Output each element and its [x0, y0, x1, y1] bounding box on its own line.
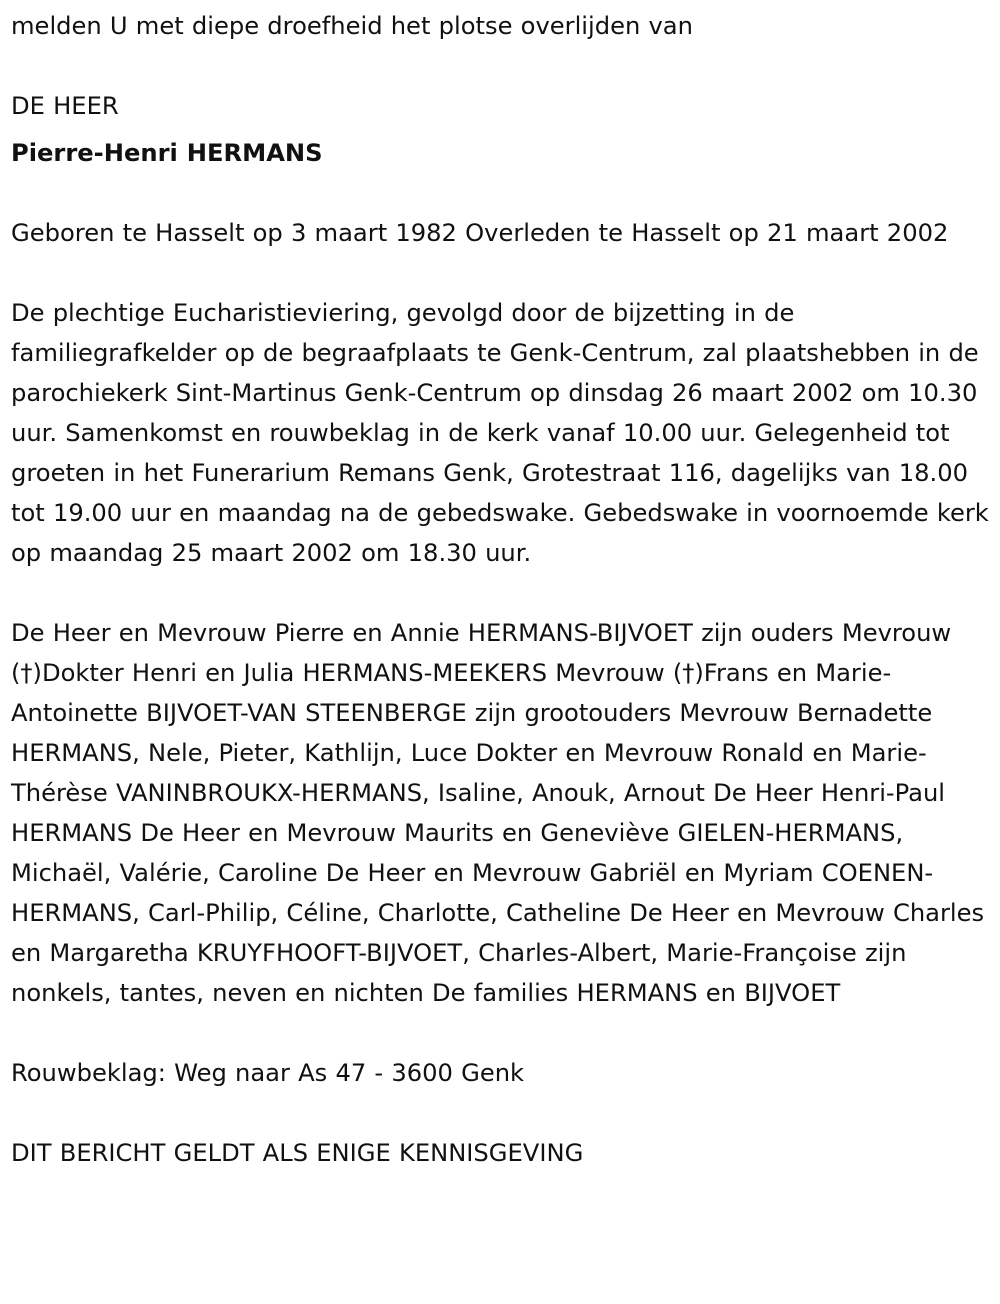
family-paragraph: De Heer en Mevrouw Pierre en Annie HERMANS-BIJVOET zijn ouders Mevrouw (†)Dokter Henri en Julia HERMANS-MEEKERS Mevrouw (†)Frans en Marie-Antoinette BIJVOET-VAN STEENBERGE zijn grootouders Mevrouw Bernadette HERMANS, Nele, Pieter, Kathlijn, Luce Dokter en Mevrouw Ronald en Marie-Thérèse VANINBROUKX-HERMANS, Isaline, Anouk, Arnout De Heer Henri-Paul HERMANS De Heer en Mevrouw Maurits en Geneviève GIELEN-HERMANS, Michaël, Valérie, Caroline De Heer en Mevrouw Gabriël en Myriam COENEN-HERMANS, Carl-Philip, Céline, Charlotte, Catheline De Heer en Mevrouw Charles en Margaretha KRUYFHOOFT-BIJVOET, Charles-Albert, Marie-Françoise zijn nonkels, tantes, neven en nichten De families HERMANS en BIJVOET	[11, 619, 985, 1007]
mourning-address: Rouwbeklag: Weg naar As 47 - 3600 Genk	[11, 1059, 525, 1087]
ceremony-paragraph: De plechtige Eucharistieviering, gevolgd door de bijzetting in de familiegrafkelder op de begraafplaats te Genk-Centrum, zal plaatshebben in de parochiekerk Sint-Martinus Genk-Centrum op dinsdag 26 maart 2002 om 10.30 uur. Samenkomst en rouwbeklag in de kerk vanaf 10.00 uur. Gelegenheid tot groeten in het Funerarium Remans Genk, Grotestraat 116, dagelijks van 18.00 tot 19.00 uur en maandag na de gebedswake. Gebedswake in voornoemde kerk op maandag 25 maart 2002 om 18.30 uur.	[11, 299, 989, 567]
notice-text: DIT BERICHT GELDT ALS ENIGE KENNISGEVING	[11, 1139, 584, 1167]
deceased-name: Pierre-Henri HERMANS	[11, 139, 323, 167]
title-label: DE HEER	[11, 92, 119, 120]
birth-death-paragraph: Geboren te Hasselt op 3 maart 1982 Overleden te Hasselt op 21 maart 2002	[11, 219, 949, 247]
obituary-document	[11, 6, 995, 1173]
intro-text: melden U met diepe droefheid het plotse overlijden van	[11, 12, 693, 40]
